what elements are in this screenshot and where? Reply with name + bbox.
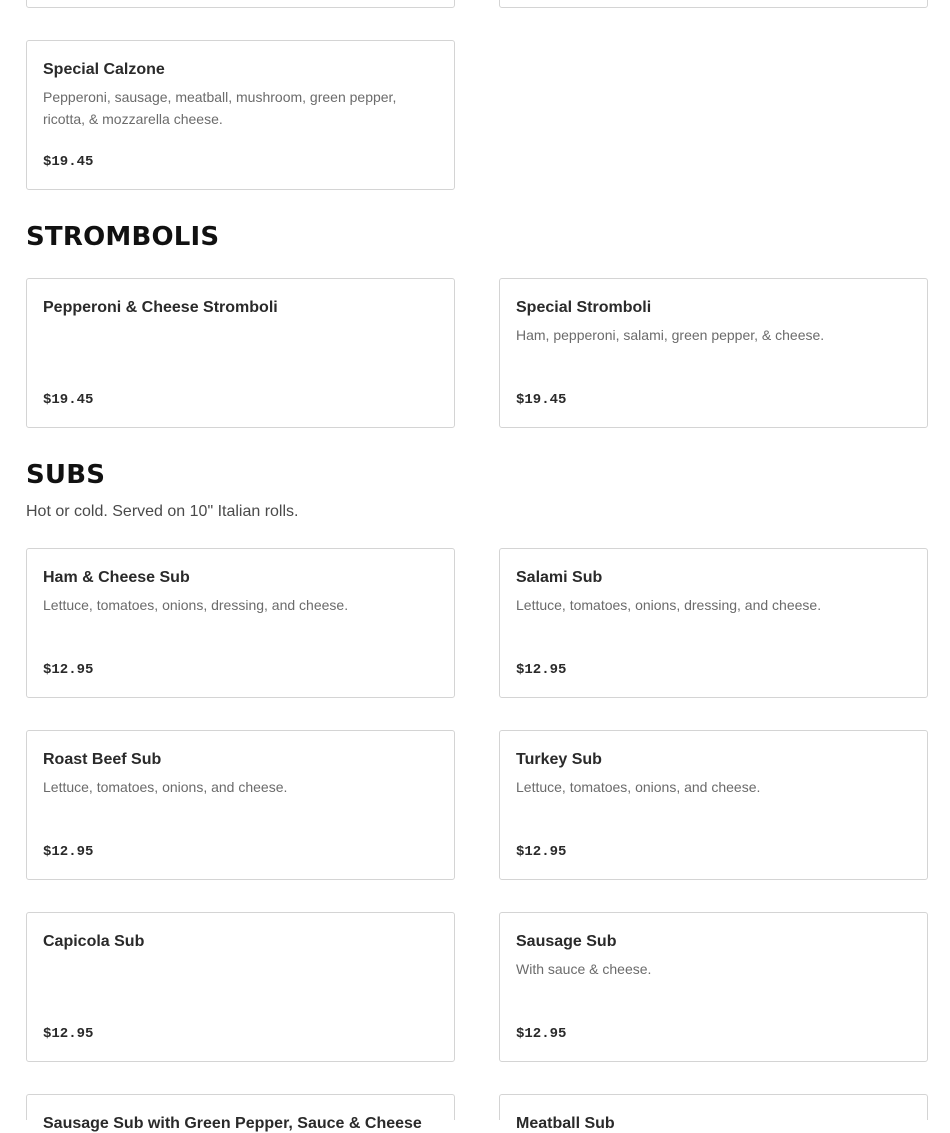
menu-item-name: Sausage Sub bbox=[516, 933, 617, 950]
menu-item-name: Special Calzone bbox=[43, 61, 165, 78]
menu-item-card-meatball-sub[interactable] bbox=[499, 1094, 928, 1132]
menu-item-name: Special Stromboli bbox=[516, 299, 652, 316]
menu-item-card-partial-right[interactable] bbox=[499, 0, 928, 8]
menu-item-price: $12.95 bbox=[43, 662, 94, 678]
menu-item-card-capicola-sub[interactable] bbox=[26, 912, 455, 1062]
menu-item-name: Meatball Sub bbox=[516, 1115, 615, 1132]
menu-item-price: $12.95 bbox=[43, 1026, 94, 1042]
menu-item-name: Ham & Cheese Sub bbox=[43, 569, 190, 586]
menu-item-card-ham-cheese-sub[interactable] bbox=[26, 548, 455, 698]
menu-item-description: Lettuce, tomatoes, onions, and cheese. bbox=[43, 779, 288, 795]
section-subtitle-subs: Hot or cold. Served on 10" Italian rolls. bbox=[26, 503, 299, 520]
menu-item-card-sausage-sub-green-pepper[interactable] bbox=[26, 1094, 455, 1132]
menu-item-card-turkey-sub[interactable] bbox=[499, 730, 928, 880]
menu-item-card-special-calzone[interactable] bbox=[26, 40, 455, 190]
menu-item-card-sausage-sub[interactable] bbox=[499, 912, 928, 1062]
menu-item-card-special-stromboli[interactable] bbox=[499, 278, 928, 428]
menu-item-card-partial-left[interactable] bbox=[26, 0, 455, 8]
menu-item-price: $12.95 bbox=[516, 1026, 567, 1042]
menu-item-card-roast-beef-sub[interactable] bbox=[26, 730, 455, 880]
menu-item-price: $19.45 bbox=[43, 392, 94, 408]
menu-item-description: Pepperoni, sausage, meatball, mushroom, green pepper, ricotta, & mozzarella cheese. bbox=[43, 89, 397, 127]
menu-item-name: Pepperoni & Cheese Stromboli bbox=[43, 299, 278, 316]
menu-item-name: Turkey Sub bbox=[516, 751, 602, 768]
menu-item-description: With sauce & cheese. bbox=[516, 961, 652, 977]
menu-item-card-salami-sub[interactable] bbox=[499, 548, 928, 698]
menu-item-card-pepperoni-cheese-stromboli[interactable] bbox=[26, 278, 455, 428]
menu-item-price: $19.45 bbox=[43, 154, 94, 170]
menu-item-price: $19.45 bbox=[516, 392, 567, 408]
menu-item-price: $12.95 bbox=[516, 662, 567, 678]
menu-item-name: Sausage Sub with Green Pepper, Sauce & Cheese bbox=[43, 1115, 422, 1132]
menu-item-description: Lettuce, tomatoes, onions, and cheese. bbox=[516, 779, 761, 795]
menu-item-description: Ham, pepperoni, salami, green pepper, & cheese. bbox=[516, 327, 825, 343]
section-title-strombolis: STROMBOLIS bbox=[26, 222, 220, 252]
menu-item-price: $12.95 bbox=[43, 844, 94, 860]
menu-item-description: Lettuce, tomatoes, onions, dressing, and cheese. bbox=[43, 597, 349, 613]
section-title-subs: SUBS bbox=[26, 460, 106, 490]
menu-item-description: Lettuce, tomatoes, onions, dressing, and cheese. bbox=[516, 597, 822, 613]
menu-item-name: Salami Sub bbox=[516, 569, 603, 586]
menu-item-name: Capicola Sub bbox=[43, 933, 145, 950]
menu-item-name: Roast Beef Sub bbox=[43, 751, 162, 768]
menu-item-price: $12.95 bbox=[516, 844, 567, 860]
